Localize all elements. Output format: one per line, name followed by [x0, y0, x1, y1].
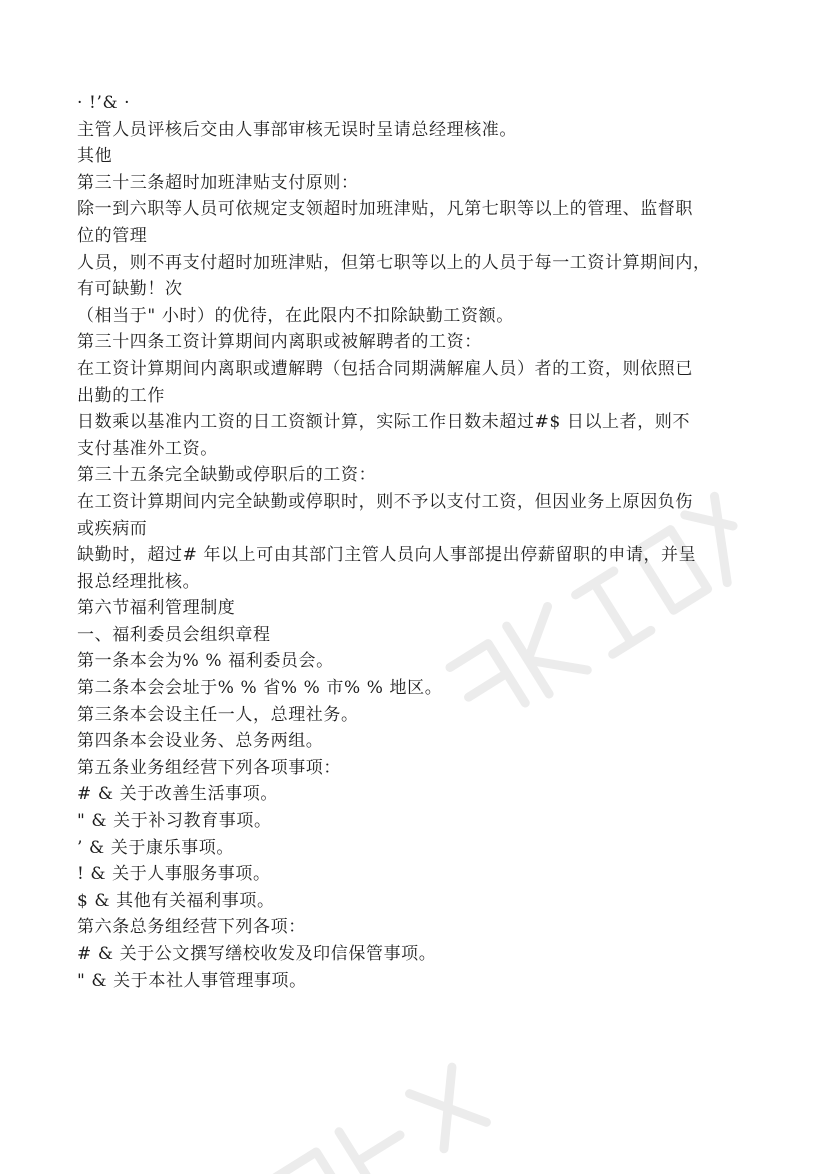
- text-line: 出勤的工作: [77, 385, 165, 406]
- article-line: 第六条总务组经营下列各项：: [77, 917, 306, 938]
- text-line: 日数乘以基准内工资的日工资额计算，实际工作日数未超过#$ 日以上者，则不: [77, 412, 691, 433]
- text-line: 除一到六职等人员可依规定支领超时加班津贴，凡第七职等以上的管理、监督职: [77, 199, 693, 220]
- text-line: 位的管理: [77, 225, 148, 246]
- subsection-heading: 一、福利委员会组织章程: [77, 624, 271, 645]
- article-line: 第一条本会为% % 福利委员会。: [77, 651, 334, 672]
- text-line: 在工资计算期间内完全缺勤或停职时，则不予以支付工资，但因业务上原因负伤: [77, 491, 693, 512]
- section-heading: 第六节福利管理制度: [77, 598, 236, 619]
- list-item: ’ & 关于康乐事项。: [77, 837, 234, 858]
- text-line: （相当于" 小时）的优待，在此限内不扣除缺勤工资额。: [77, 305, 514, 326]
- text-line: · !’& ·: [77, 93, 131, 113]
- article-line: 第二条本会会址于% % 省% % 市% % 地区。: [77, 678, 443, 699]
- list-item: # & 关于改善生活事项。: [77, 784, 278, 805]
- text-line: 有可缺勤！次: [77, 279, 183, 300]
- document-body: [77, 90, 767, 994]
- list-item: " & 关于补习教育事项。: [77, 811, 272, 832]
- text-line: 主管人员评核后交由人事部审核无误时呈请总经理核准。: [77, 119, 517, 140]
- article-line: 第三条本会设主任一人，总理社务。: [77, 704, 359, 725]
- text-line: 缺勤时，超过# 年以上可由其部门主管人员向人事部提出停薪留职的申请，并呈: [77, 545, 697, 566]
- text-line: 在工资计算期间内离职或遭解聘（包括合同期满解雇人员）者的工资，则依照已: [77, 358, 693, 379]
- article-heading: 第三十五条完全缺勤或停职后的工资：: [77, 465, 377, 486]
- article-line: 第五条业务组经营下列各项事项：: [77, 757, 341, 778]
- article-heading: 第三十三条超时加班津贴支付原则：: [77, 172, 359, 193]
- text-line: 人员，则不再支付超时加班津贴，但第七职等以上的人员于每一工资计算期间内，: [77, 252, 711, 273]
- list-item: $ & 其他有关福利事项。: [77, 890, 275, 911]
- text-line: 支付基准外工资。: [77, 438, 218, 459]
- watermark-mark: [246, 1013, 553, 1174]
- text-line: 其他: [77, 146, 113, 167]
- article-heading: 第三十四条工资计算期间内离职或被解聘者的工资：: [77, 332, 482, 353]
- list-item: " & 关于本社人事管理事项。: [77, 970, 307, 991]
- text-line: 或疾病而: [77, 518, 148, 539]
- list-item: ! & 关于人事服务事项。: [77, 864, 271, 885]
- article-line: 第四条本会设业务、总务两组。: [77, 731, 324, 752]
- text-line: 报总经理批核。: [77, 571, 201, 592]
- list-item: # & 关于公文撰写缮校收发及印信保管事项。: [77, 944, 437, 964]
